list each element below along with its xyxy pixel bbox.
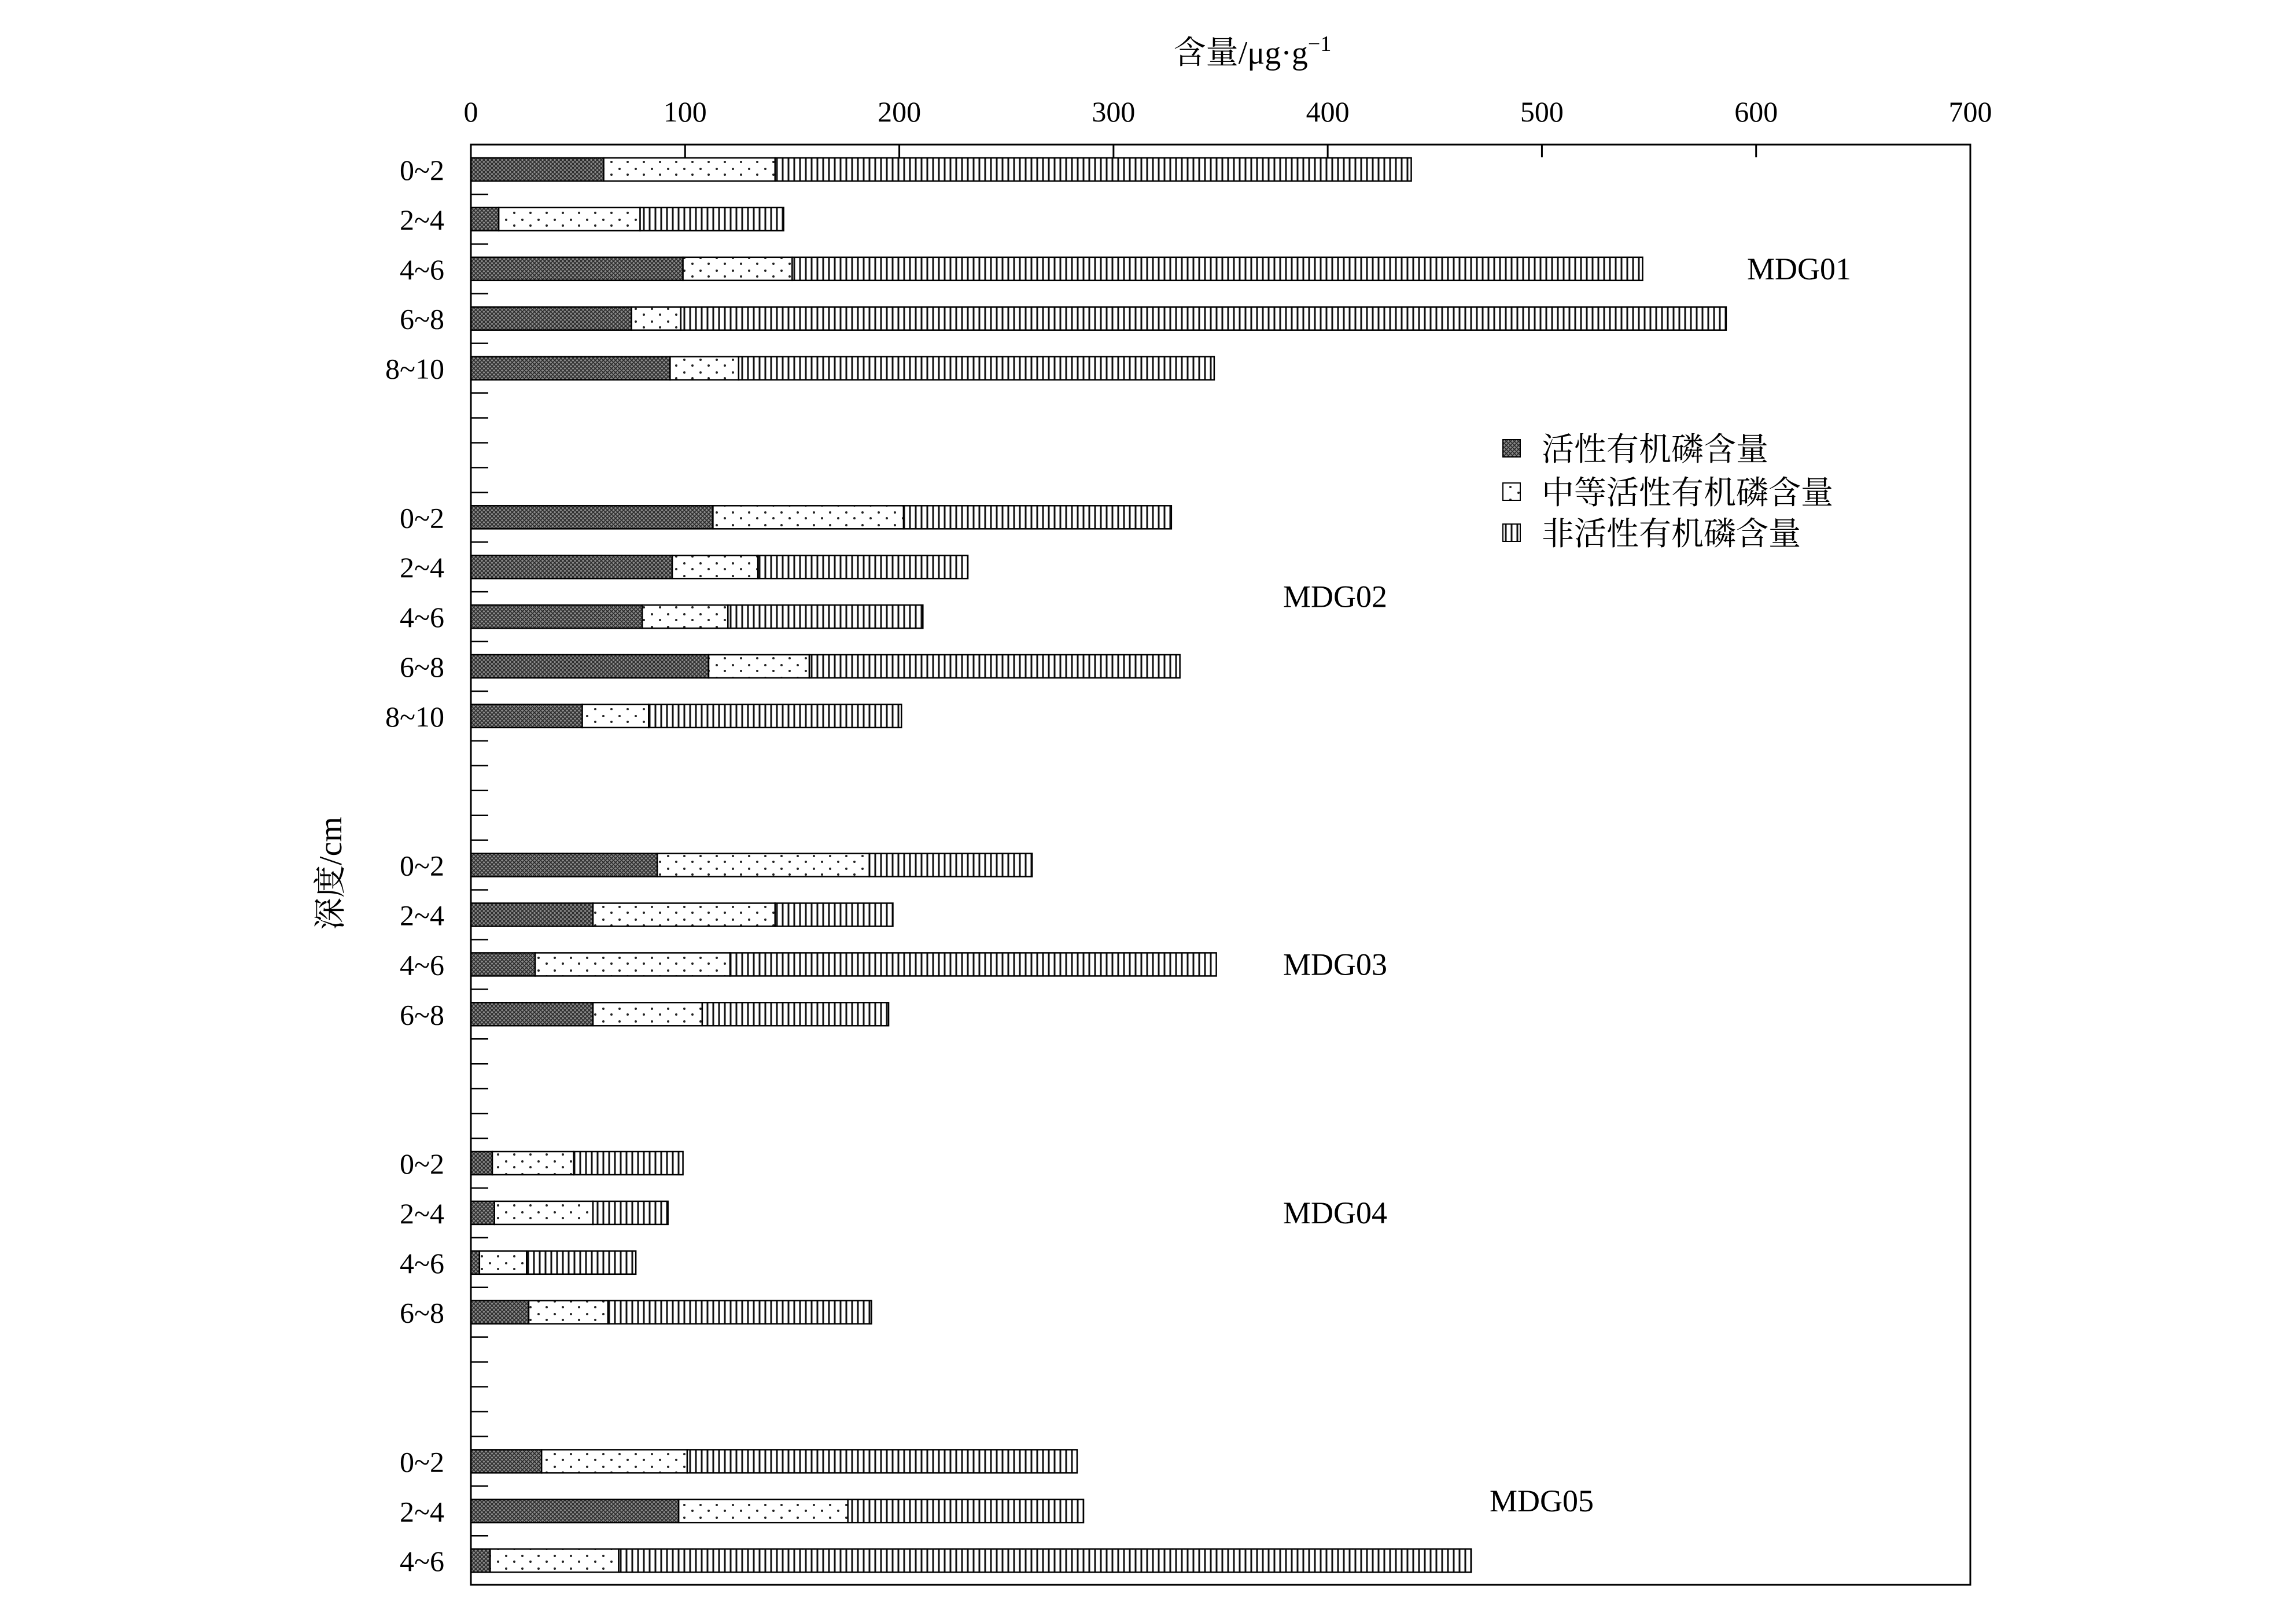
bar-segment-active (471, 1499, 679, 1522)
bar-segment-moderate (490, 1549, 618, 1572)
bar-segment-inactive (809, 655, 1180, 678)
depth-label: 0~2 (399, 1445, 444, 1478)
x-axis-title-sup: −1 (1307, 32, 1332, 56)
depth-label: 0~2 (399, 1148, 444, 1180)
bars (471, 158, 1726, 1572)
depth-label: 6~8 (399, 303, 444, 335)
bar-segment-inactive (618, 1549, 1471, 1572)
bar-segment-inactive (775, 158, 1411, 181)
bar-segment-inactive (739, 357, 1214, 380)
bar-segment-active (471, 158, 604, 181)
bar-segment-moderate (593, 1002, 702, 1026)
bar-segment-inactive (848, 1499, 1083, 1522)
depth-label: 2~4 (399, 1197, 444, 1230)
bar-segment-active (471, 953, 535, 976)
bar-segment-active (471, 357, 670, 380)
depth-label: 4~6 (399, 601, 444, 634)
bar-segment-inactive (758, 555, 968, 578)
bar-segment-inactive (687, 1449, 1077, 1473)
bar-segment-moderate (529, 1301, 608, 1324)
bar-segment-moderate (657, 854, 869, 877)
bar-segment-moderate (535, 953, 730, 976)
bar-segment-active (471, 903, 593, 927)
bar-segment-inactive (869, 854, 1032, 877)
x-tick-label: 200 (878, 95, 922, 128)
bar-segment-inactive (702, 1002, 889, 1026)
legend-item-inactive (1503, 517, 1801, 552)
legend-swatch-active (1503, 440, 1520, 457)
bar-segment-inactive (640, 208, 784, 231)
bar-segment-active (471, 1201, 495, 1224)
x-tick-label: 700 (1948, 95, 1992, 128)
bar-segment-inactive (593, 1201, 668, 1224)
legend-label-inactive: 非活性有机磷含量 (1542, 517, 1801, 552)
depth-label: 0~2 (399, 501, 444, 534)
x-tick-label: 400 (1306, 95, 1350, 128)
bar-segment-moderate (713, 506, 904, 529)
bar-segment-active (471, 208, 499, 231)
depth-label: 6~8 (399, 651, 444, 683)
group-label: MDG01 (1747, 251, 1852, 286)
bar-segment-moderate (480, 1251, 526, 1274)
x-axis-title (1174, 32, 1332, 71)
depth-label: 6~8 (399, 1296, 444, 1329)
group-label: MDG02 (1283, 579, 1388, 614)
bar-segment-active (471, 1152, 492, 1175)
bar-segment-active (471, 1002, 593, 1026)
legend-swatch-inactive (1503, 524, 1520, 541)
x-axis-title-text: 含量/μg·g (1173, 35, 1308, 71)
legend-label-active: 活性有机磷含量 (1542, 432, 1768, 468)
x-tick-label: 100 (663, 95, 707, 128)
bar-segment-active (471, 704, 583, 728)
bar-segment-inactive (526, 1251, 636, 1274)
bar-segment-moderate (672, 555, 758, 578)
bar-segment-moderate (492, 1152, 574, 1175)
group-label: MDG05 (1490, 1484, 1594, 1519)
bar-segment-moderate (541, 1449, 687, 1473)
depth-label: 2~4 (399, 899, 444, 932)
legend-item-moderate (1503, 475, 1833, 511)
bar-segment-moderate (495, 1201, 593, 1224)
group-label: MDG04 (1283, 1195, 1388, 1230)
depth-label: 0~2 (399, 154, 444, 186)
bar-segment-inactive (574, 1152, 683, 1175)
bar-segment-inactive (608, 1301, 871, 1324)
depth-label: 4~6 (399, 253, 444, 286)
bar-segment-moderate (709, 655, 809, 678)
depth-label: 8~10 (385, 700, 444, 733)
bar-segment-active (471, 605, 642, 628)
legend-label-moderate: 中等活性有机磷含量 (1542, 475, 1833, 511)
bar-segment-active (471, 1549, 490, 1572)
depth-label: 4~6 (399, 1545, 444, 1578)
bar-segment-inactive (728, 605, 923, 628)
bar-segment-active (471, 854, 657, 877)
bar-segment-inactive (730, 953, 1217, 976)
bar-segment-moderate (593, 903, 775, 927)
bar-segment-moderate (679, 1499, 848, 1522)
depth-label: 4~6 (399, 949, 444, 982)
depth-label: 0~2 (399, 849, 444, 882)
depth-label: 8~10 (385, 352, 444, 385)
bar-segment-active (471, 1301, 529, 1324)
bar-segment-moderate (604, 158, 775, 181)
bar-segment-moderate (670, 357, 738, 380)
x-tick-label: 500 (1520, 95, 1564, 128)
bar-segment-moderate (642, 605, 728, 628)
y-axis-title: 深度/cm (313, 817, 349, 930)
bar-segment-moderate (683, 257, 793, 281)
depth-label: 6~8 (399, 998, 444, 1031)
bar-segment-inactive (792, 257, 1642, 281)
depth-label: 2~4 (399, 203, 444, 236)
bar-segment-inactive (648, 704, 901, 728)
x-axis-ticks (464, 95, 1992, 157)
legend-swatch-moderate (1503, 483, 1520, 500)
x-tick-label: 600 (1734, 95, 1778, 128)
bar-segment-active (471, 1251, 480, 1274)
bar-segment-active (471, 555, 672, 578)
bar-segment-inactive (904, 506, 1171, 529)
x-tick-label: 0 (463, 95, 478, 128)
legend-item-active (1503, 432, 1768, 468)
bar-segment-active (471, 1449, 541, 1473)
group-label: MDG03 (1283, 947, 1388, 982)
bar-segment-active (471, 506, 713, 529)
depth-label: 2~4 (399, 551, 444, 584)
depth-label: 4~6 (399, 1246, 444, 1279)
x-tick-label: 300 (1092, 95, 1136, 128)
bar-segment-active (471, 257, 683, 281)
bar-segment-inactive (775, 903, 893, 927)
bar-segment-moderate (499, 208, 640, 231)
bar-segment-active (471, 655, 709, 678)
legend (1503, 432, 1833, 552)
depth-label: 2~4 (399, 1495, 444, 1528)
bar-segment-moderate (583, 704, 649, 728)
bar-segment-inactive (681, 307, 1726, 330)
bar-segment-active (471, 307, 632, 330)
bar-segment-moderate (632, 307, 681, 330)
